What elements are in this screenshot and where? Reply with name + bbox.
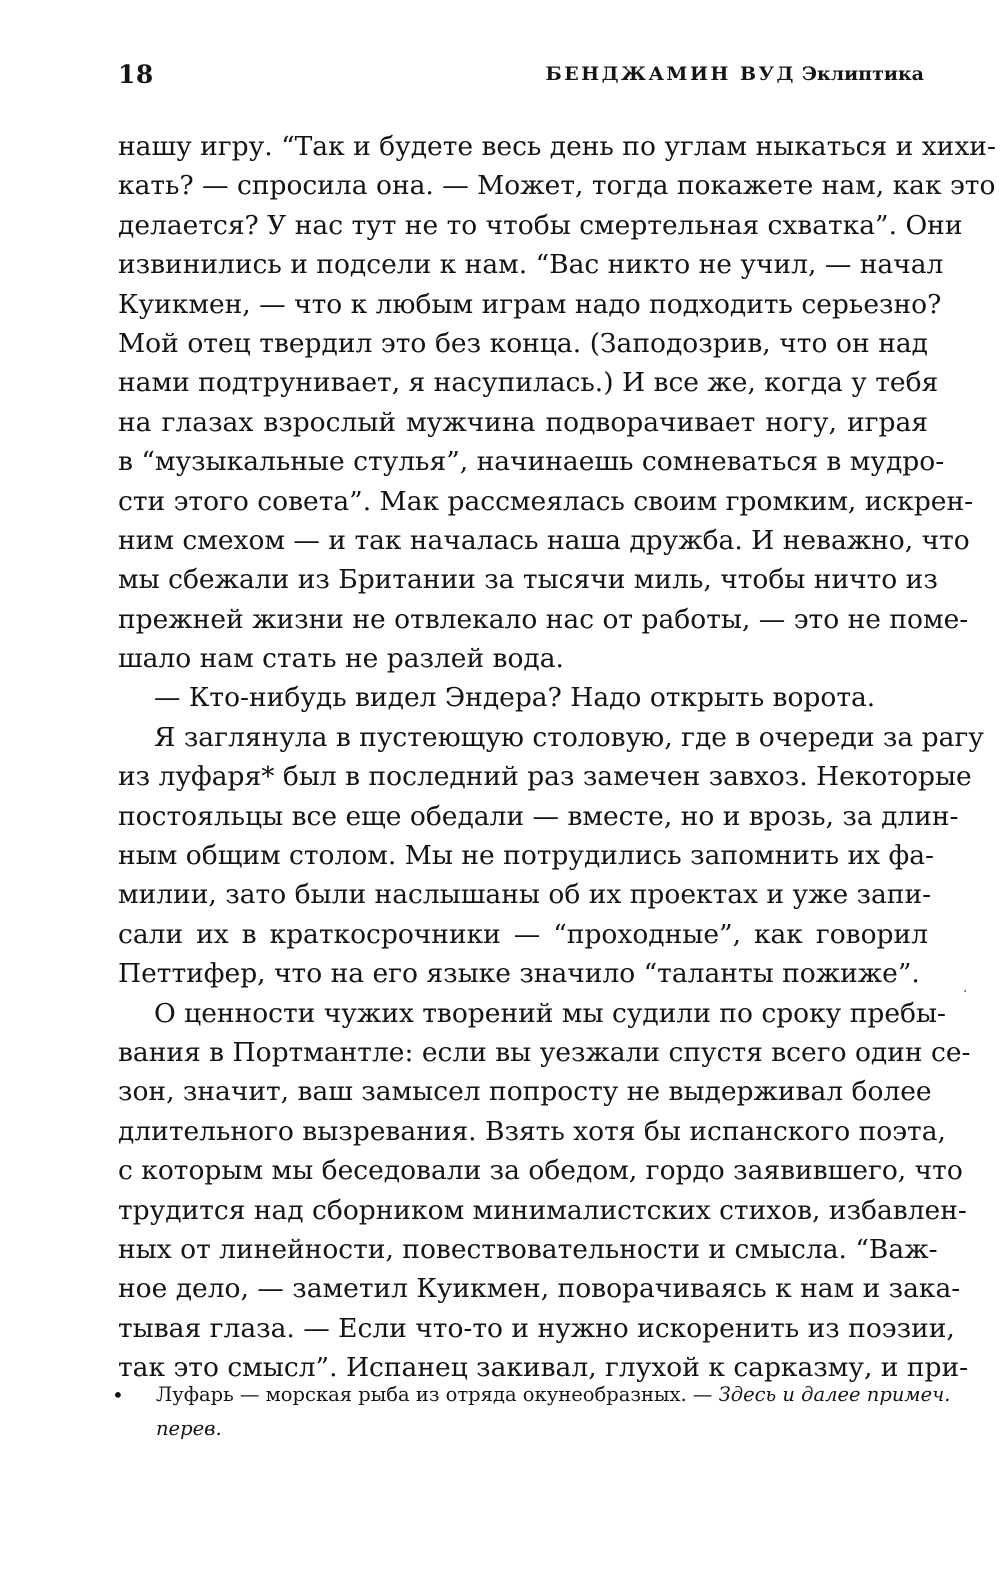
running-head — [118, 60, 924, 94]
text-line: вания в Портмантле: если вы уезжали спустя всего один се- — [118, 1036, 971, 1068]
text-line: нами подтрунивает, я насупилась.) И все же, когда у тебя — [118, 367, 939, 399]
text-line: Я заглянула в пустеющую столовую, где в очереди за рагу — [154, 721, 984, 753]
footnote-attribution: Здесь и далее примеч. — [718, 1383, 951, 1406]
author-name: БЕНДЖАМИН ВУД — [545, 63, 796, 85]
text-line: на глазах взрослый мужчина подворачивает ногу, играя — [118, 406, 928, 438]
text-line: Петтифер, что на его языке значило “таланты пожиже”. — [118, 958, 920, 990]
text-line: нашу игру. “Так и будете весь день по углам ныкаться и хихи- — [118, 131, 996, 162]
footnote-text — [156, 1378, 951, 1446]
dialogue-line: — Кто-нибудь видел Эндера? Надо открыть ворота. — [154, 682, 876, 714]
running-title — [545, 63, 924, 85]
page-number: 18 — [118, 60, 154, 89]
footnote-marker: • — [112, 1383, 124, 1407]
margin-mark: · — [963, 984, 968, 1000]
text-line: ное дело, — заметил Куикмен, поворачиваясь к нам и зака- — [118, 1273, 961, 1305]
text-line: О ценности чужих творений мы судили по сроку пребы- — [154, 997, 946, 1029]
text-line: ним смехом — и так началась наша дружба. И неважно, что — [118, 524, 970, 556]
text-line: из луфаря* был в последний раз замечен завхоз. Некоторые — [118, 761, 972, 793]
text-line: зон, значит, ваш замысел попросту не выдерживал более — [118, 1076, 932, 1108]
text-line: милии, зато были наслышаны об их проектах и уже запи- — [118, 879, 932, 911]
text-line: сали их в краткосрочники — “проходные”, как говорил — [118, 918, 928, 950]
text-line: Мой отец твердил это без конца. (Заподозрив, что он над — [118, 327, 928, 359]
text-line: ным общим столом. Мы не потрудились запомнить их фа- — [118, 840, 935, 872]
text-line: тывая глаза. — Если что-то и нужно искоренить из поэзии, — [118, 1312, 955, 1344]
text-line: постояльцы все еще обедали — вместе, но и врозь, за длин- — [118, 800, 959, 832]
text-line: длительного вызревания. Взять хотя бы испанского поэта, — [118, 1115, 946, 1147]
footnote-line — [156, 1378, 951, 1412]
footnote-attribution-continued: перев. — [156, 1417, 222, 1440]
text-line: в “музыкальные стулья”, начинаешь сомневаться в мудро- — [118, 446, 945, 478]
text-line: трудится над сборником минималистских стихов, избавлен- — [118, 1194, 967, 1226]
text-line: шало нам стать не разлей вода. — [118, 643, 564, 675]
text-line: делается? У нас тут не то чтобы смертельная схватка”. Они — [118, 209, 963, 241]
text-line: мы сбежали из Британии за тысячи миль, чтобы ничто из — [118, 564, 938, 596]
footnote-body: Луфарь — морская рыба из отряда окунеобразных. — — [156, 1383, 713, 1406]
text-line: с которым мы беседовали за обедом, гордо заявившего, что — [118, 1155, 963, 1187]
text-line: прежней жизни не отвлекало нас от работы, — это не поме- — [118, 603, 969, 635]
text-line: извинились и подсели к нам. “Вас никто не учил, — начал — [118, 249, 944, 281]
text-line: кать? — спросила она. — Может, тогда покажете нам, как это — [118, 170, 996, 202]
book-title: Эклиптика — [801, 63, 924, 85]
text-line: ных от линейности, повествовательности и смысла. “Важ- — [118, 1233, 938, 1265]
text-line: сти этого совета”. Мак рассмеялась своим громким, искрен- — [118, 485, 974, 517]
text-line: Куикмен, — что к любым играм надо подходить серьезно? — [118, 288, 942, 320]
text-line: так это смысл”. Испанец закивал, глухой к сарказму, и при- — [118, 1352, 969, 1384]
body-text — [118, 127, 996, 1388]
